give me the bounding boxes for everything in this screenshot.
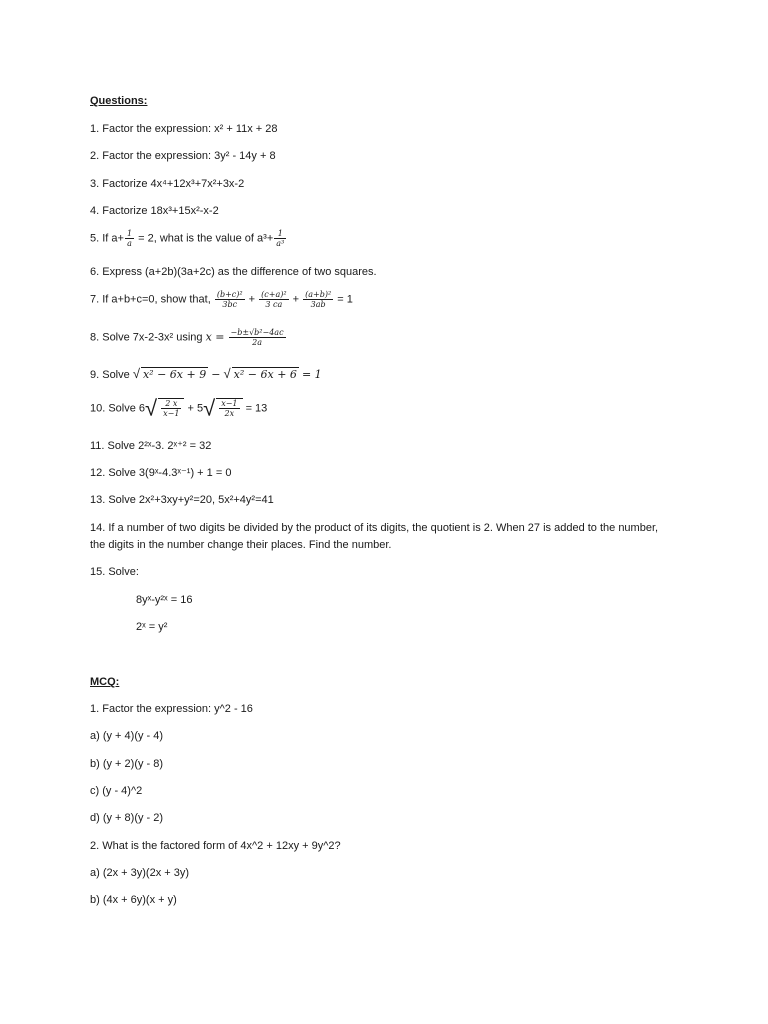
question-8: 8. Solve 7x-2-3x² using x = $\frac{\text{−b±√b²−4ac}}{2a}$ — [90, 328, 284, 347]
sqrt-icon: √ — [132, 366, 140, 381]
fraction: $\frac{\text{(c+a)²}}{3 ca}$ — [261, 290, 287, 309]
question-15-eq1: 8yˣ-y²ˣ = 16 — [136, 594, 193, 606]
mcq-1-option-b: b) (y + 2)(y - 8) — [90, 758, 164, 770]
question-15: 15. Solve: — [90, 566, 139, 578]
sqrt-icon: √ — [203, 395, 216, 421]
question-4: 4. Factorize 18x³+15x²-x-2 — [90, 205, 219, 217]
question-3: 3. Factorize 4x⁴+12x³+7x²+3x-2 — [90, 178, 245, 190]
mcq-question-2: 2. What is the factored form of 4x^2 + 12xy + 9y^2? — [90, 840, 341, 852]
sqrt-icon: √ — [223, 366, 231, 381]
fraction: $\frac{1}{a}$ — [126, 229, 133, 248]
question-9: 9. Solve √ x² − 6x + 9 − √ x² − 6x + 6 = 1 — [90, 366, 322, 381]
question-6: 6. Express (a+2b)(3a+2c) as the difference of two squares. — [90, 266, 377, 278]
mcq-1-option-a: a) (y + 4)(y - 4) — [90, 730, 164, 742]
question-7: 7. If a+b+c=0, show that, $\frac{\text{(b+c)²}}{3bc}$ + $\frac{\text{(c+a)²}}{3 ca}$ + $\frac{\text{(a+b)²}}{3ab}$ = 1 — [90, 290, 353, 309]
mcq-question-1: 1. Factor the expression: y^2 - 16 — [90, 703, 253, 715]
mcq-1-option-d: d) (y + 8)(y - 2) — [90, 812, 164, 824]
fraction: $\frac{\text{(a+b)²}}{3ab}$ — [305, 290, 332, 309]
question-13: 13. Solve 2x²+3xy+y²=20, 5x²+4y²=41 — [90, 494, 274, 506]
mcq-2-option-b: b) (4x + 6y)(x + y) — [90, 894, 177, 906]
mcq-heading: MCQ: — [90, 676, 120, 688]
mcq-1-option-c: c) (y - 4)^2 — [90, 785, 143, 797]
question-11: 11. Solve 2²ˣ-3. 2ˣ⁺² = 32 — [90, 440, 212, 452]
fraction: $\frac{\text{(b+c)²}}{3bc}$ — [216, 290, 243, 309]
question-2: 2. Factor the expression: 3y² - 14y + 8 — [90, 150, 276, 162]
fraction: $\frac{1}{\text{a³}}$ — [276, 229, 285, 248]
quadratic-formula: $\frac{\text{−b±√b²−4ac}}{2a}$ — [230, 328, 284, 347]
question-10: 10. Solve 6√ $\frac{2 x}{x-1}$ + 5√ $\frac{x-1}{2x}$ = 13 — [90, 395, 268, 421]
question-15-eq2: 2ˣ = y² — [136, 621, 168, 633]
sqrt-icon: √ — [145, 395, 158, 421]
question-5: 5. If a+ $\frac{1}{a}$ = 2, what is the value of a³+ $\frac{1}{\text{a³}}$ — [90, 229, 285, 248]
mcq-2-option-a: a) (2x + 3y)(2x + 3y) — [90, 867, 190, 879]
question-1: 1. Factor the expression: x² + 11x + 28 — [90, 123, 278, 135]
questions-heading: Questions: — [90, 95, 148, 107]
question-14: 14. If a number of two digits be divided by the product of its digits, the quotient is 2. When 27 is added to the number, the digits in the number change their places. Find the number. — [90, 522, 659, 551]
question-12: 12. Solve 3(9ˣ-4.3ˣ⁻¹) + 1 = 0 — [90, 467, 232, 479]
